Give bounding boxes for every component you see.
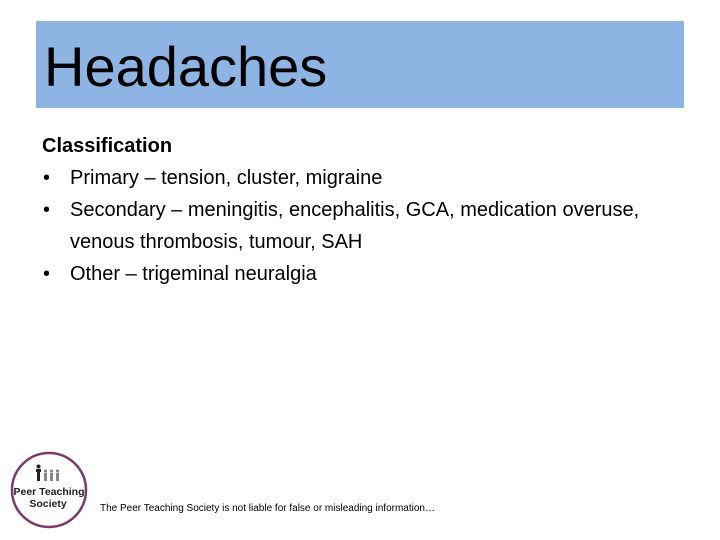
logo-text-line2: Society xyxy=(29,498,67,510)
bullet-item-secondary xyxy=(42,194,662,258)
bullet-text: Secondary – meningitis, encephalitis, GCA, medication overuse, venous thrombosis, tumour, SAH xyxy=(70,199,640,253)
slide-content xyxy=(42,130,662,290)
bullet-text: Other – trigeminal neuralgia xyxy=(70,263,317,285)
bullet-list xyxy=(42,162,662,290)
bullet-text: Primary – tension, cluster, migraine xyxy=(70,167,383,189)
logo-text-line1: Peer Teaching xyxy=(13,486,85,498)
title-bar xyxy=(36,21,684,108)
disclaimer-text: The Peer Teaching Society is not liable for false or misleading information… xyxy=(100,503,435,514)
section-heading: Classification xyxy=(42,135,173,157)
bullet-icon: • xyxy=(43,263,51,285)
bullet-item-primary xyxy=(42,162,662,194)
slide-title: Headaches xyxy=(44,35,328,98)
bullet-icon: • xyxy=(43,167,51,189)
bullet-item-other xyxy=(42,258,662,290)
peer-teaching-society-logo xyxy=(10,451,88,529)
bullet-icon: • xyxy=(43,199,51,221)
